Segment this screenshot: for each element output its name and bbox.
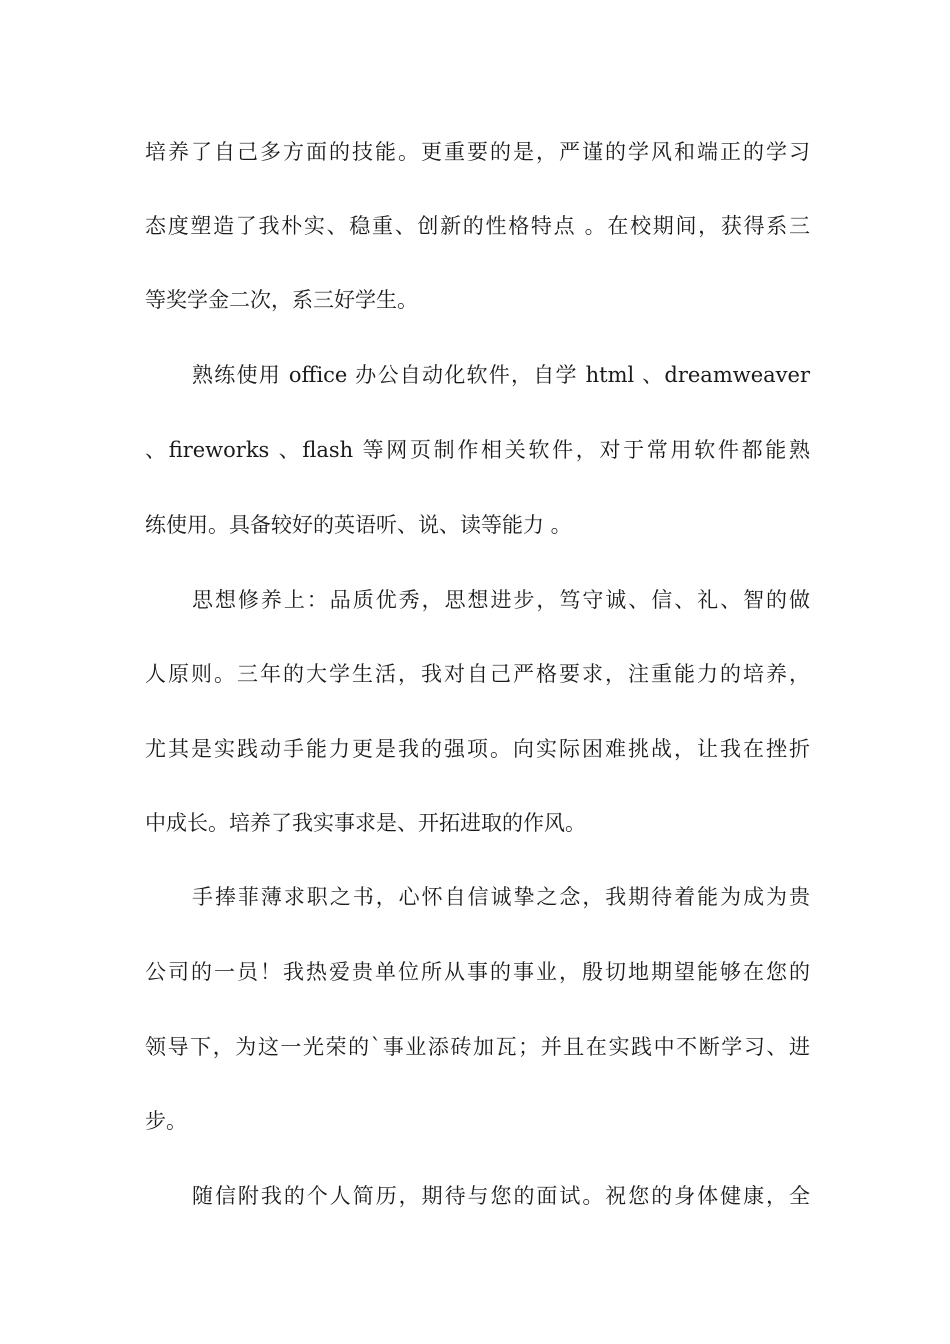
paragraph-line: 等奖学金二次，系三好学生。 bbox=[145, 288, 418, 312]
paragraph-line: 人原则。三年的大学生活，我对自己严格要求，注重能力的培养， bbox=[145, 662, 810, 686]
paragraph-line: 公司的一员！我热爱贵单位所从事的事业，殷切地期望能够在您的 bbox=[145, 960, 810, 984]
paragraph-line: 态度塑造了我朴实、稳重、创新的性格特点 。在校期间，获得系三 bbox=[145, 214, 810, 238]
paragraph-line: 随信附我的个人简历，期待与您的面试。祝您的身体健康，全 bbox=[192, 1184, 810, 1208]
paragraph-line: 中成长。培养了我实事求是、开拓进取的作风。 bbox=[145, 811, 586, 835]
paragraph-line: 思想修养上：品质优秀，思想进步，笃守诚、信、礼、智的做 bbox=[192, 588, 810, 612]
paragraph-line: 熟练使用 office 办公自动化软件，自学 html 、dreamweaver bbox=[192, 363, 810, 387]
paragraph-line: 领导下，为这一光荣的`事业添砖加瓦；并且在实践中不断学习、进 bbox=[145, 1035, 810, 1059]
paragraph-line: 、fireworks 、flash 等网页制作相关软件，对于常用软件都能熟 bbox=[145, 438, 810, 462]
paragraph-line: 练使用。具备较好的英语听、说、读等能力 。 bbox=[145, 513, 572, 537]
paragraph-line: 培养了自己多方面的技能。更重要的是，严谨的学风和端正的学习 bbox=[145, 140, 810, 164]
paragraph-line: 手捧菲薄求职之书，心怀自信诚挚之念，我期待着能为成为贵 bbox=[192, 885, 810, 909]
paragraph-line: 尤其是实践动手能力更是我的强项。向实际困难挑战，让我在挫折 bbox=[145, 737, 810, 761]
paragraph-line: 步。 bbox=[145, 1109, 187, 1133]
